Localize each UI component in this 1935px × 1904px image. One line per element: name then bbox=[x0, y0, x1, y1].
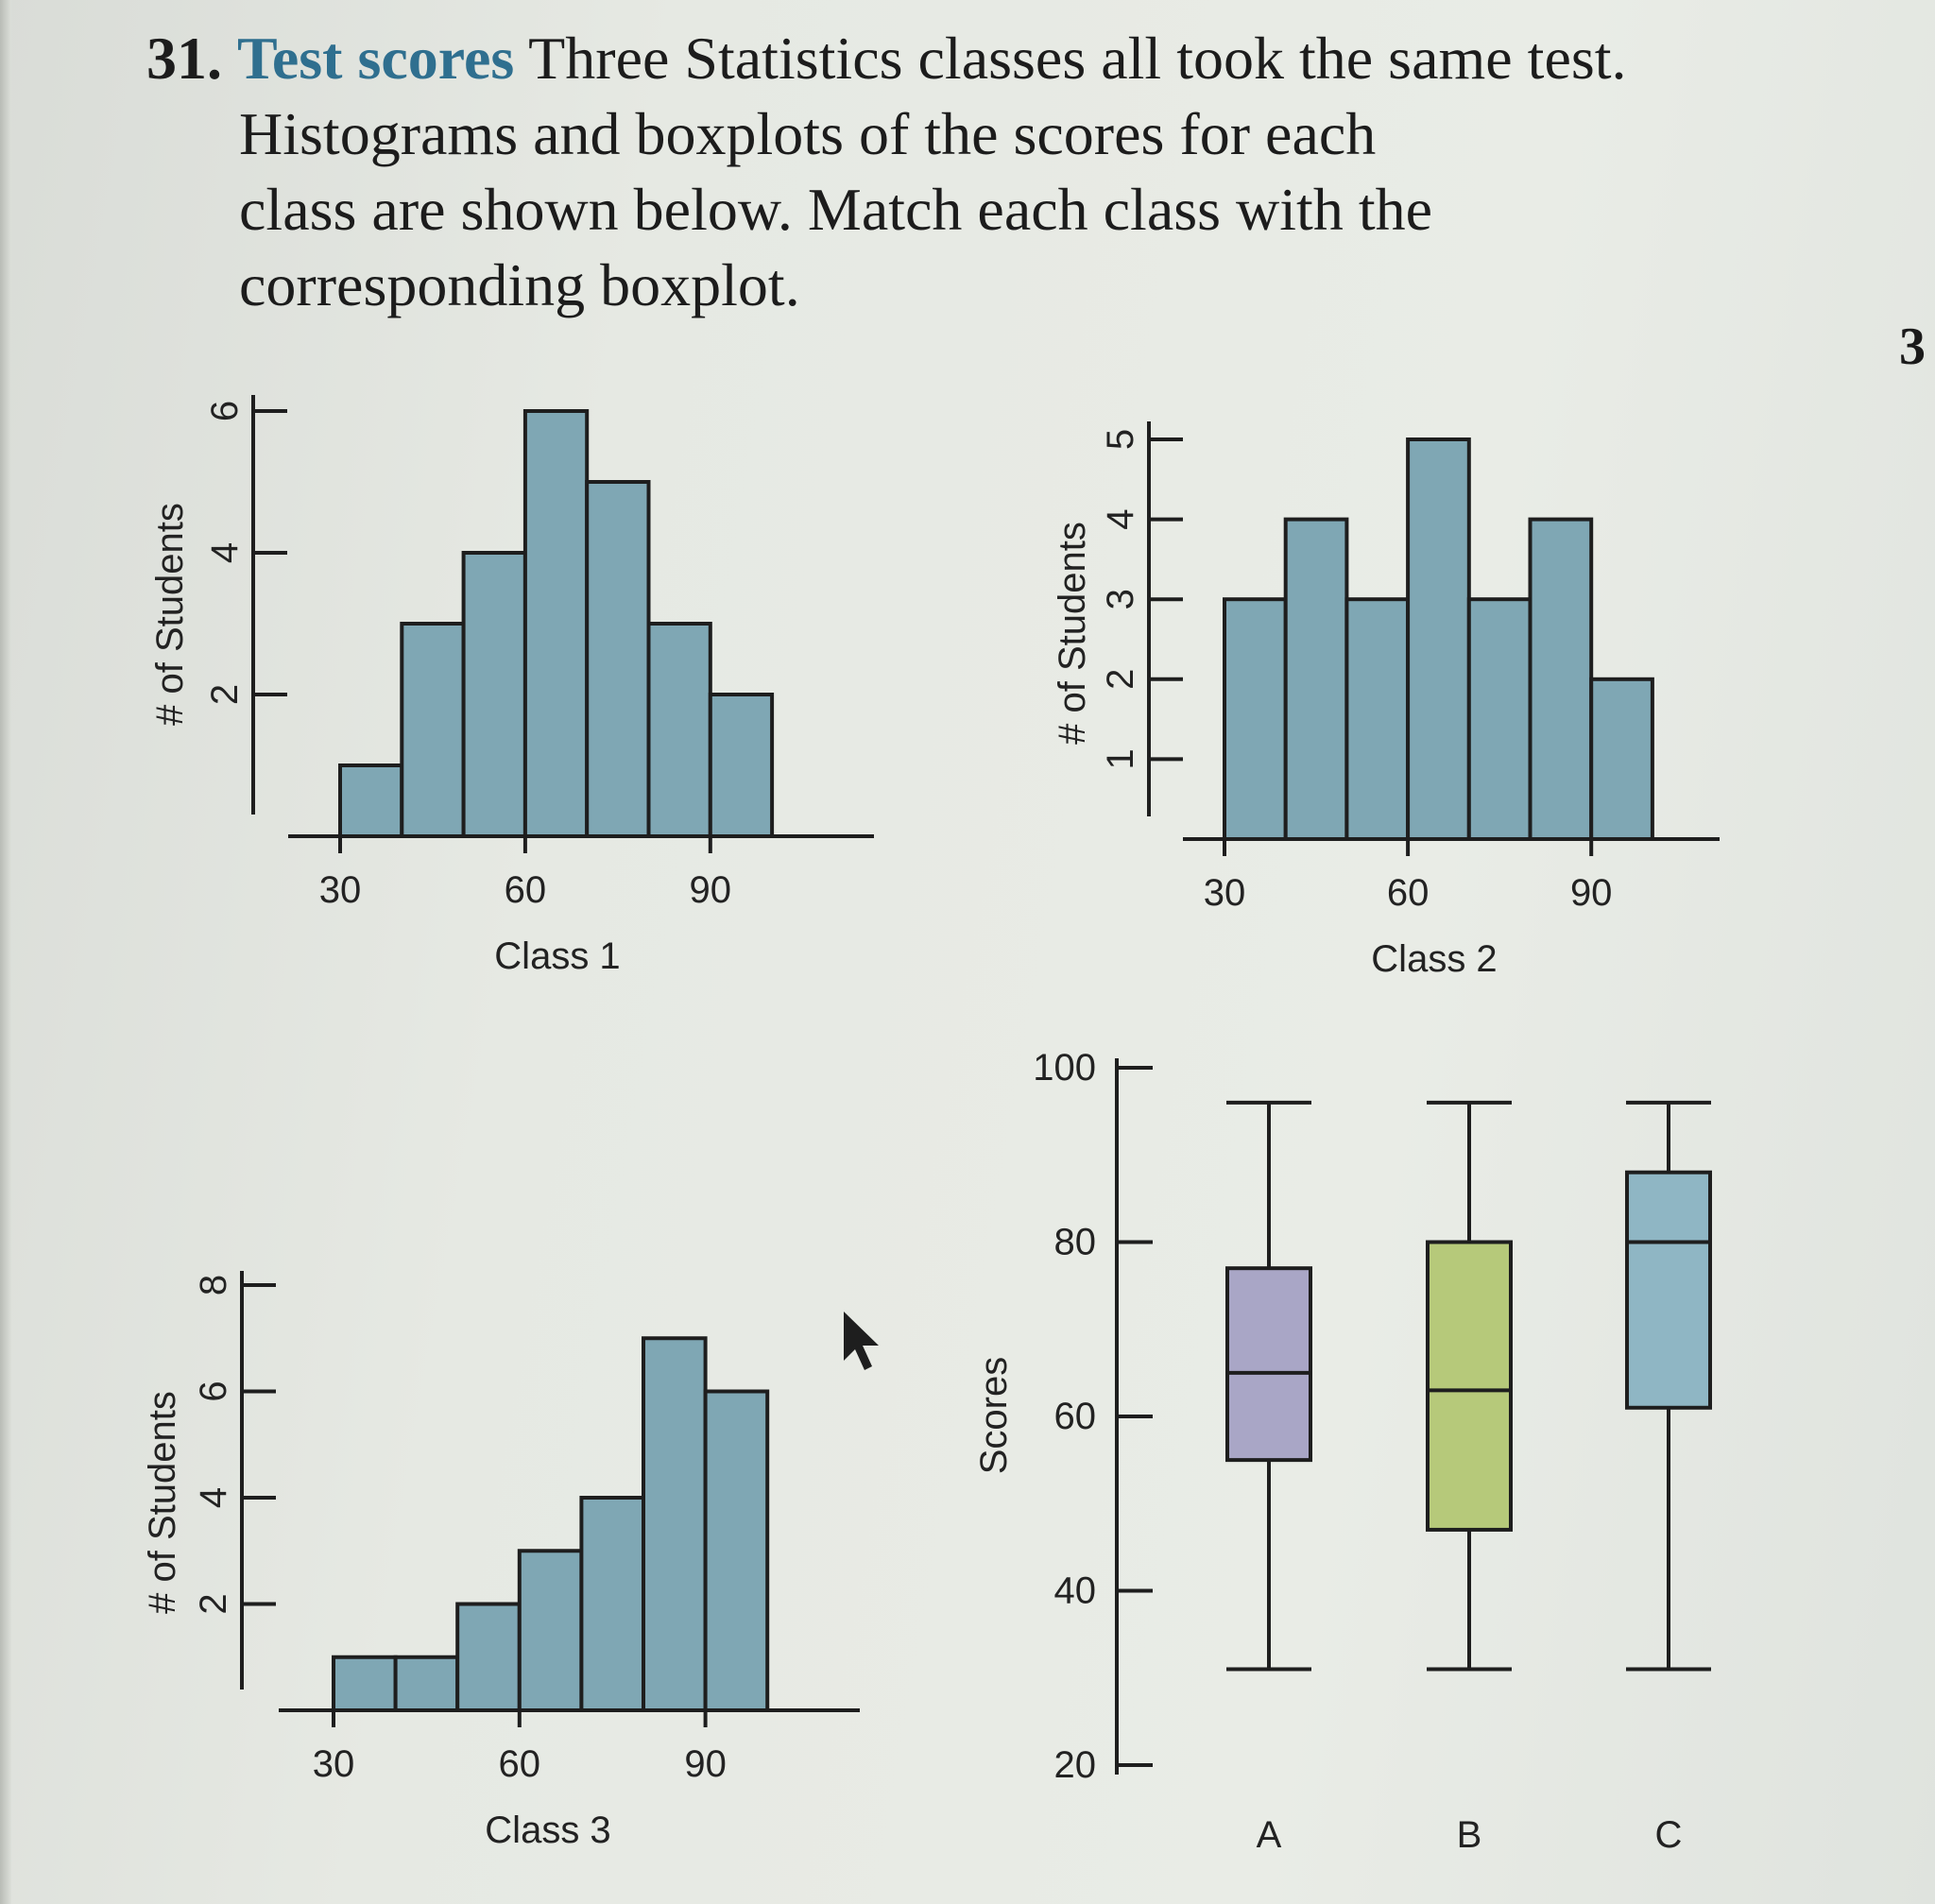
class3-chart-title: Class 3 bbox=[485, 1810, 611, 1851]
class1-bar-6 bbox=[649, 624, 711, 836]
problem-text-line-3: class are shown below. Match each class with the bbox=[239, 176, 1432, 243]
boxplot-y-tick-label-20: 20 bbox=[1053, 1744, 1096, 1786]
class2-y-tick-label-1: 1 bbox=[1100, 748, 1141, 770]
class3-bar-4 bbox=[520, 1551, 582, 1710]
class1-chart-title: Class 1 bbox=[494, 935, 621, 977]
class3-x-tick-label-60: 60 bbox=[498, 1743, 541, 1785]
problem-text-line-4: corresponding boxplot. bbox=[239, 251, 800, 318]
class3-y-tick-label-6: 6 bbox=[193, 1381, 234, 1402]
class3-x-tick-label-30: 30 bbox=[312, 1743, 355, 1785]
class1-bar-3 bbox=[464, 553, 525, 836]
class1-y-axis-label: # of Students bbox=[149, 503, 191, 726]
mouse-pointer-icon bbox=[844, 1312, 879, 1370]
class1-y-tick-label-4: 4 bbox=[204, 541, 246, 564]
class3-y-tick-label-2: 2 bbox=[193, 1593, 234, 1615]
class2-bar-6 bbox=[1531, 520, 1592, 839]
class3-y-tick-label-4: 4 bbox=[193, 1486, 234, 1509]
boxplot-y-tick-label-40: 40 bbox=[1053, 1570, 1096, 1612]
boxplot-b-box bbox=[1428, 1243, 1511, 1530]
problem-title: Test scores bbox=[237, 25, 515, 92]
boxplot-a-label: A bbox=[1256, 1814, 1282, 1856]
boxplot-y-tick-label-100: 100 bbox=[1033, 1047, 1096, 1089]
class3-bar-6 bbox=[643, 1338, 706, 1710]
class2-bar-1 bbox=[1224, 599, 1286, 839]
class1-y-tick-label-2: 2 bbox=[204, 683, 246, 706]
boxplot-y-tick-label-80: 80 bbox=[1053, 1221, 1096, 1263]
class2-y-tick-label-3: 3 bbox=[1100, 589, 1141, 610]
class2-x-tick-label-60: 60 bbox=[1386, 872, 1430, 914]
class2-y-axis-label: # of Students bbox=[1052, 522, 1093, 745]
class3-y-tick-label-8: 8 bbox=[193, 1274, 234, 1296]
class2-bar-4 bbox=[1408, 439, 1469, 839]
problem-text-line-1: Three Statistics classes all took the same test. bbox=[528, 25, 1627, 92]
class3-bar-7 bbox=[706, 1392, 768, 1711]
class1-bar-4 bbox=[525, 411, 587, 836]
class3-x-tick-label-90: 90 bbox=[684, 1743, 727, 1785]
class1-bar-5 bbox=[587, 482, 648, 836]
class1-x-tick-label-60: 60 bbox=[504, 869, 547, 911]
class2-x-tick-label-30: 30 bbox=[1203, 872, 1246, 914]
class1-x-tick-label-30: 30 bbox=[318, 869, 362, 911]
class3-y-axis-label: # of Students bbox=[142, 1391, 183, 1614]
class3-bar-5 bbox=[581, 1498, 643, 1710]
class3-bar-2 bbox=[396, 1657, 458, 1710]
class3-bar-3 bbox=[457, 1604, 520, 1711]
boxplot-y-axis-label: Scores bbox=[973, 1356, 1015, 1475]
class1-bar-2 bbox=[402, 624, 463, 836]
page-number: 3 bbox=[1899, 317, 1926, 376]
boxplot-b-label: B bbox=[1456, 1814, 1482, 1856]
class3-bar-1 bbox=[334, 1657, 396, 1710]
class2-bar-2 bbox=[1286, 520, 1347, 839]
boxplot-y-tick-label-60: 60 bbox=[1053, 1396, 1096, 1437]
boxplot-a-box bbox=[1227, 1268, 1310, 1460]
class2-chart-title: Class 2 bbox=[1371, 938, 1498, 980]
problem-text-line-2: Histograms and boxplots of the scores for each bbox=[239, 100, 1377, 167]
class2-y-tick-label-5: 5 bbox=[1100, 428, 1141, 451]
class2-y-tick-label-2: 2 bbox=[1100, 668, 1141, 690]
class2-y-tick-label-4: 4 bbox=[1100, 508, 1141, 530]
boxplot-c-box bbox=[1627, 1173, 1710, 1408]
class1-bar-1 bbox=[340, 765, 402, 836]
class2-bar-3 bbox=[1346, 599, 1408, 839]
class1-bar-7 bbox=[711, 695, 772, 836]
class2-bar-7 bbox=[1591, 679, 1652, 839]
class1-x-tick-label-90: 90 bbox=[689, 869, 732, 911]
boxplot-c-label: C bbox=[1654, 1814, 1683, 1856]
class2-bar-5 bbox=[1469, 599, 1531, 839]
problem-number: 31. bbox=[146, 25, 222, 92]
class1-y-tick-label-6: 6 bbox=[204, 400, 246, 422]
class2-x-tick-label-90: 90 bbox=[1569, 872, 1613, 914]
